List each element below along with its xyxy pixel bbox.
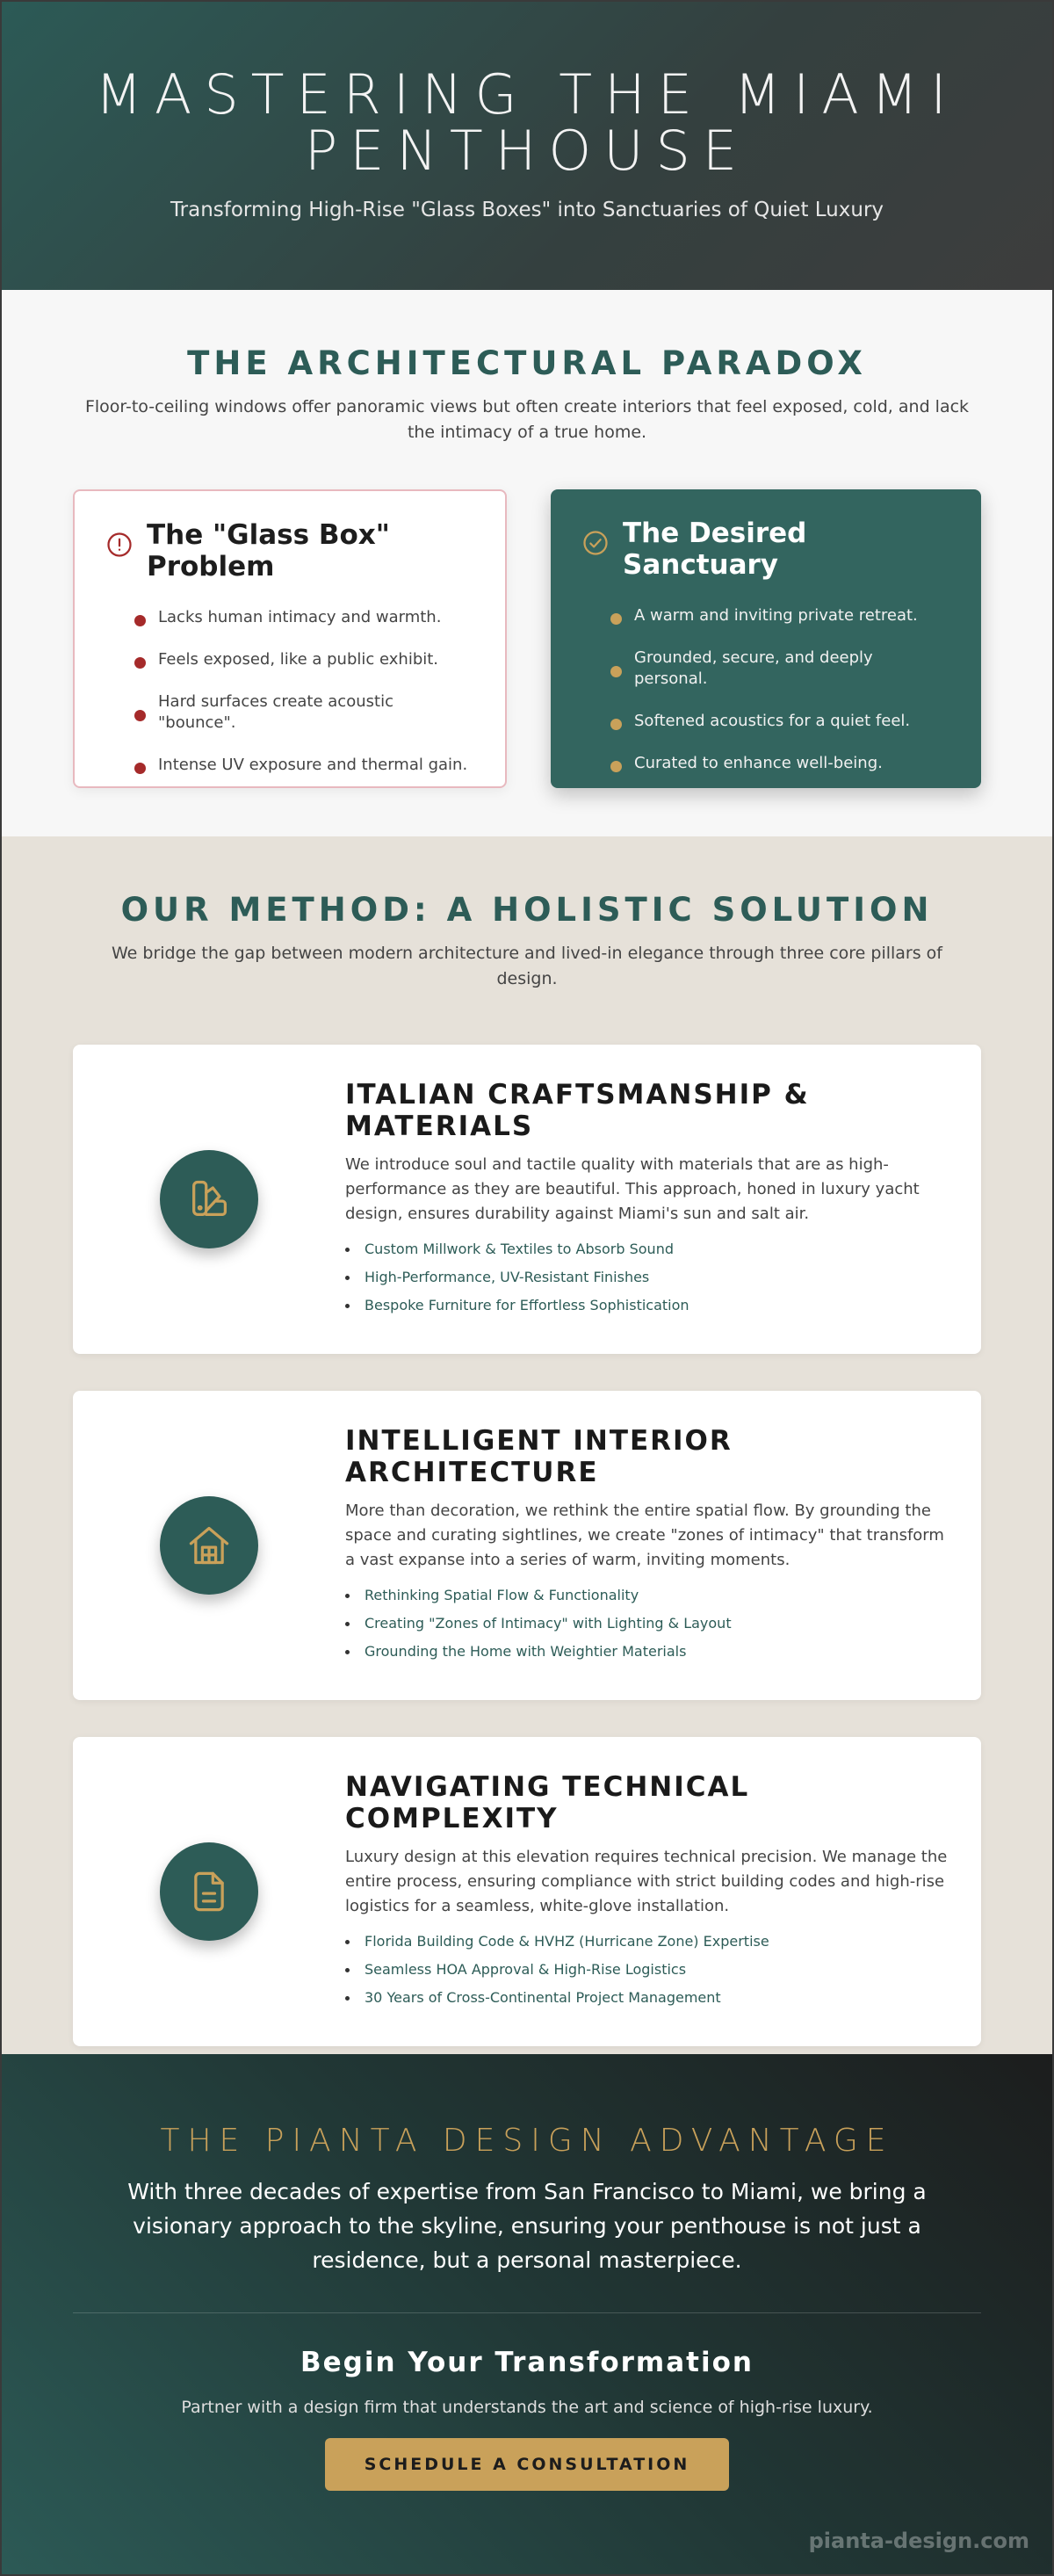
bullet-dot bbox=[610, 666, 622, 677]
pillar-list bbox=[2, 1045, 1052, 2046]
list-item: Custom Millwork & Textiles to Absorb Sound bbox=[345, 1235, 951, 1263]
pillar-icon-badge bbox=[160, 1150, 258, 1248]
bullet-dot bbox=[134, 710, 146, 721]
check-circle-icon bbox=[582, 530, 609, 556]
divider bbox=[73, 2312, 981, 2313]
problem-item-text: Feels exposed, like a public exhibit. bbox=[158, 650, 439, 669]
pillar-icon-badge bbox=[160, 1496, 258, 1595]
pillar-card-craftsmanship bbox=[73, 1045, 981, 1354]
list-item: Bespoke Furniture for Effortless Sophistication bbox=[345, 1292, 951, 1320]
solution-item-text: Curated to enhance well-being. bbox=[634, 754, 883, 772]
list-item: Rethinking Spatial Flow & Functionality bbox=[345, 1581, 951, 1610]
list-item bbox=[106, 755, 473, 776]
bullet-dot bbox=[134, 763, 146, 774]
pillar-feature-list bbox=[345, 1581, 951, 1666]
paradox-description: Floor-to-ceiling windows offer panoramic views but often create interiors that feel exposed, cold, and lack the intimacy of a true home. bbox=[84, 397, 970, 442]
pillar-body bbox=[345, 1079, 951, 1320]
cta-title: Begin Your Transformation bbox=[300, 2347, 754, 2378]
bullet-dot bbox=[610, 761, 622, 772]
solution-item-text: Grounded, secure, and deeply personal. bbox=[634, 648, 873, 688]
list-item: 30 Years of Cross-Continental Project Management bbox=[345, 1984, 951, 2012]
bullet-dot bbox=[610, 613, 622, 625]
pillar-title: NAVIGATING TECHNICAL COMPLEXITY bbox=[345, 1771, 750, 1834]
problem-list bbox=[106, 607, 473, 776]
pillar-title: ITALIAN CRAFTSMANSHIP & MATERIALS bbox=[345, 1079, 810, 1142]
solution-item-text: Softened acoustics for a quiet feel. bbox=[634, 712, 911, 730]
hero-subtitle: Transforming High-Rise "Glass Boxes" into Sanctuaries of Quiet Luxury bbox=[170, 199, 884, 221]
problem-item-text: Hard surfaces create acoustic "bounce". bbox=[158, 692, 393, 732]
method-title: OUR METHOD: A HOLISTIC SOLUTION bbox=[120, 891, 934, 929]
advantage-title: THE PIANTA DESIGN ADVANTAGE bbox=[160, 2123, 894, 2159]
pillar-feature-list bbox=[345, 1235, 951, 1320]
pillar-icon-wrap bbox=[73, 1842, 345, 1941]
pillar-icon-badge bbox=[160, 1842, 258, 1941]
pillar-feature-list bbox=[345, 1928, 951, 2012]
list-item: High-Performance, UV-Resistant Finishes bbox=[345, 1263, 951, 1292]
advantage-section bbox=[2, 2054, 1052, 2576]
pillar-icon-wrap bbox=[73, 1496, 345, 1595]
list-item bbox=[582, 711, 949, 732]
document-icon bbox=[186, 1869, 232, 1914]
pillar-body bbox=[345, 1771, 951, 2012]
problem-card-title: The "Glass Box" Problem bbox=[147, 519, 390, 582]
list-item: Grounding the Home with Weightier Materials bbox=[345, 1638, 951, 1666]
pillar-card-architecture bbox=[73, 1391, 981, 1700]
solution-card bbox=[551, 489, 981, 788]
pillar-card-technical bbox=[73, 1737, 981, 2046]
problem-item-text: Intense UV exposure and thermal gain. bbox=[158, 756, 468, 774]
pillar-text: We introduce soul and tactile quality with materials that are as high-performance as they are beautiful. This approach, honed in luxury yacht design, ensures durability against Miami's sun and salt air. bbox=[345, 1155, 920, 1223]
list-item: Florida Building Code & HVHZ (Hurricane Zone) Expertise bbox=[345, 1928, 951, 1956]
advantage-text: With three decades of expertise from San Francisco to Miami, we bring a visionary approach to the skyline, ensuring your penthouse is not just a residence, but a personal masterpiece. bbox=[127, 2179, 927, 2273]
solution-card-header bbox=[582, 517, 949, 581]
list-item bbox=[582, 605, 949, 626]
bullet-dot bbox=[610, 719, 622, 730]
list-item bbox=[106, 691, 473, 734]
list-item bbox=[582, 648, 949, 690]
method-description: We bridge the gap between modern architecture and lived-in elegance through three core pillars of design. bbox=[111, 944, 942, 988]
pillar-body bbox=[345, 1425, 951, 1666]
solution-list bbox=[582, 605, 949, 774]
method-section bbox=[2, 836, 1052, 2054]
comparison-cards bbox=[73, 489, 981, 788]
solution-item-text: A warm and inviting private retreat. bbox=[634, 606, 918, 625]
bullet-dot bbox=[134, 615, 146, 626]
swatch-icon bbox=[186, 1176, 232, 1222]
hero-title: MASTERING THE MIAMI PENTHOUSE bbox=[95, 62, 959, 183]
list-item bbox=[582, 753, 949, 774]
problem-card bbox=[73, 489, 507, 788]
hero-section bbox=[2, 2, 1052, 290]
pillar-icon-wrap bbox=[73, 1150, 345, 1248]
schedule-consultation-button[interactable]: SCHEDULE A CONSULTATION bbox=[325, 2438, 729, 2491]
site-watermark: pianta-design.com bbox=[808, 2529, 1029, 2553]
pillar-text: More than decoration, we rethink the entire spatial flow. By grounding the space and curating sightlines, we create "zones of intimacy" that transform a vast expanse into a series of warm, inviting moments. bbox=[345, 1501, 944, 1569]
paradox-section bbox=[2, 290, 1052, 836]
problem-card-header bbox=[106, 519, 473, 582]
pillar-text: Luxury design at this elevation requires technical precision. We manage the entire process, ensuring compliance with strict building codes and high-rise logistics for a seamless, white-glove installation. bbox=[345, 1848, 948, 1915]
problem-item-text: Lacks human intimacy and warmth. bbox=[158, 608, 442, 626]
paradox-title: THE ARCHITECTURAL PARADOX bbox=[187, 344, 867, 382]
pillar-title: INTELLIGENT INTERIOR ARCHITECTURE bbox=[345, 1425, 733, 1488]
house-icon bbox=[186, 1523, 232, 1568]
solution-card-title: The Desired Sanctuary bbox=[623, 517, 807, 581]
list-item bbox=[106, 649, 473, 670]
list-item bbox=[106, 607, 473, 628]
bullet-dot bbox=[134, 657, 146, 669]
list-item: Creating "Zones of Intimacy" with Lighting & Layout bbox=[345, 1610, 951, 1638]
cta-text: Partner with a design firm that understands the art and science of high-rise luxury. bbox=[181, 2398, 873, 2417]
list-item: Seamless HOA Approval & High-Rise Logistics bbox=[345, 1956, 951, 1984]
alert-circle-icon bbox=[106, 532, 133, 558]
